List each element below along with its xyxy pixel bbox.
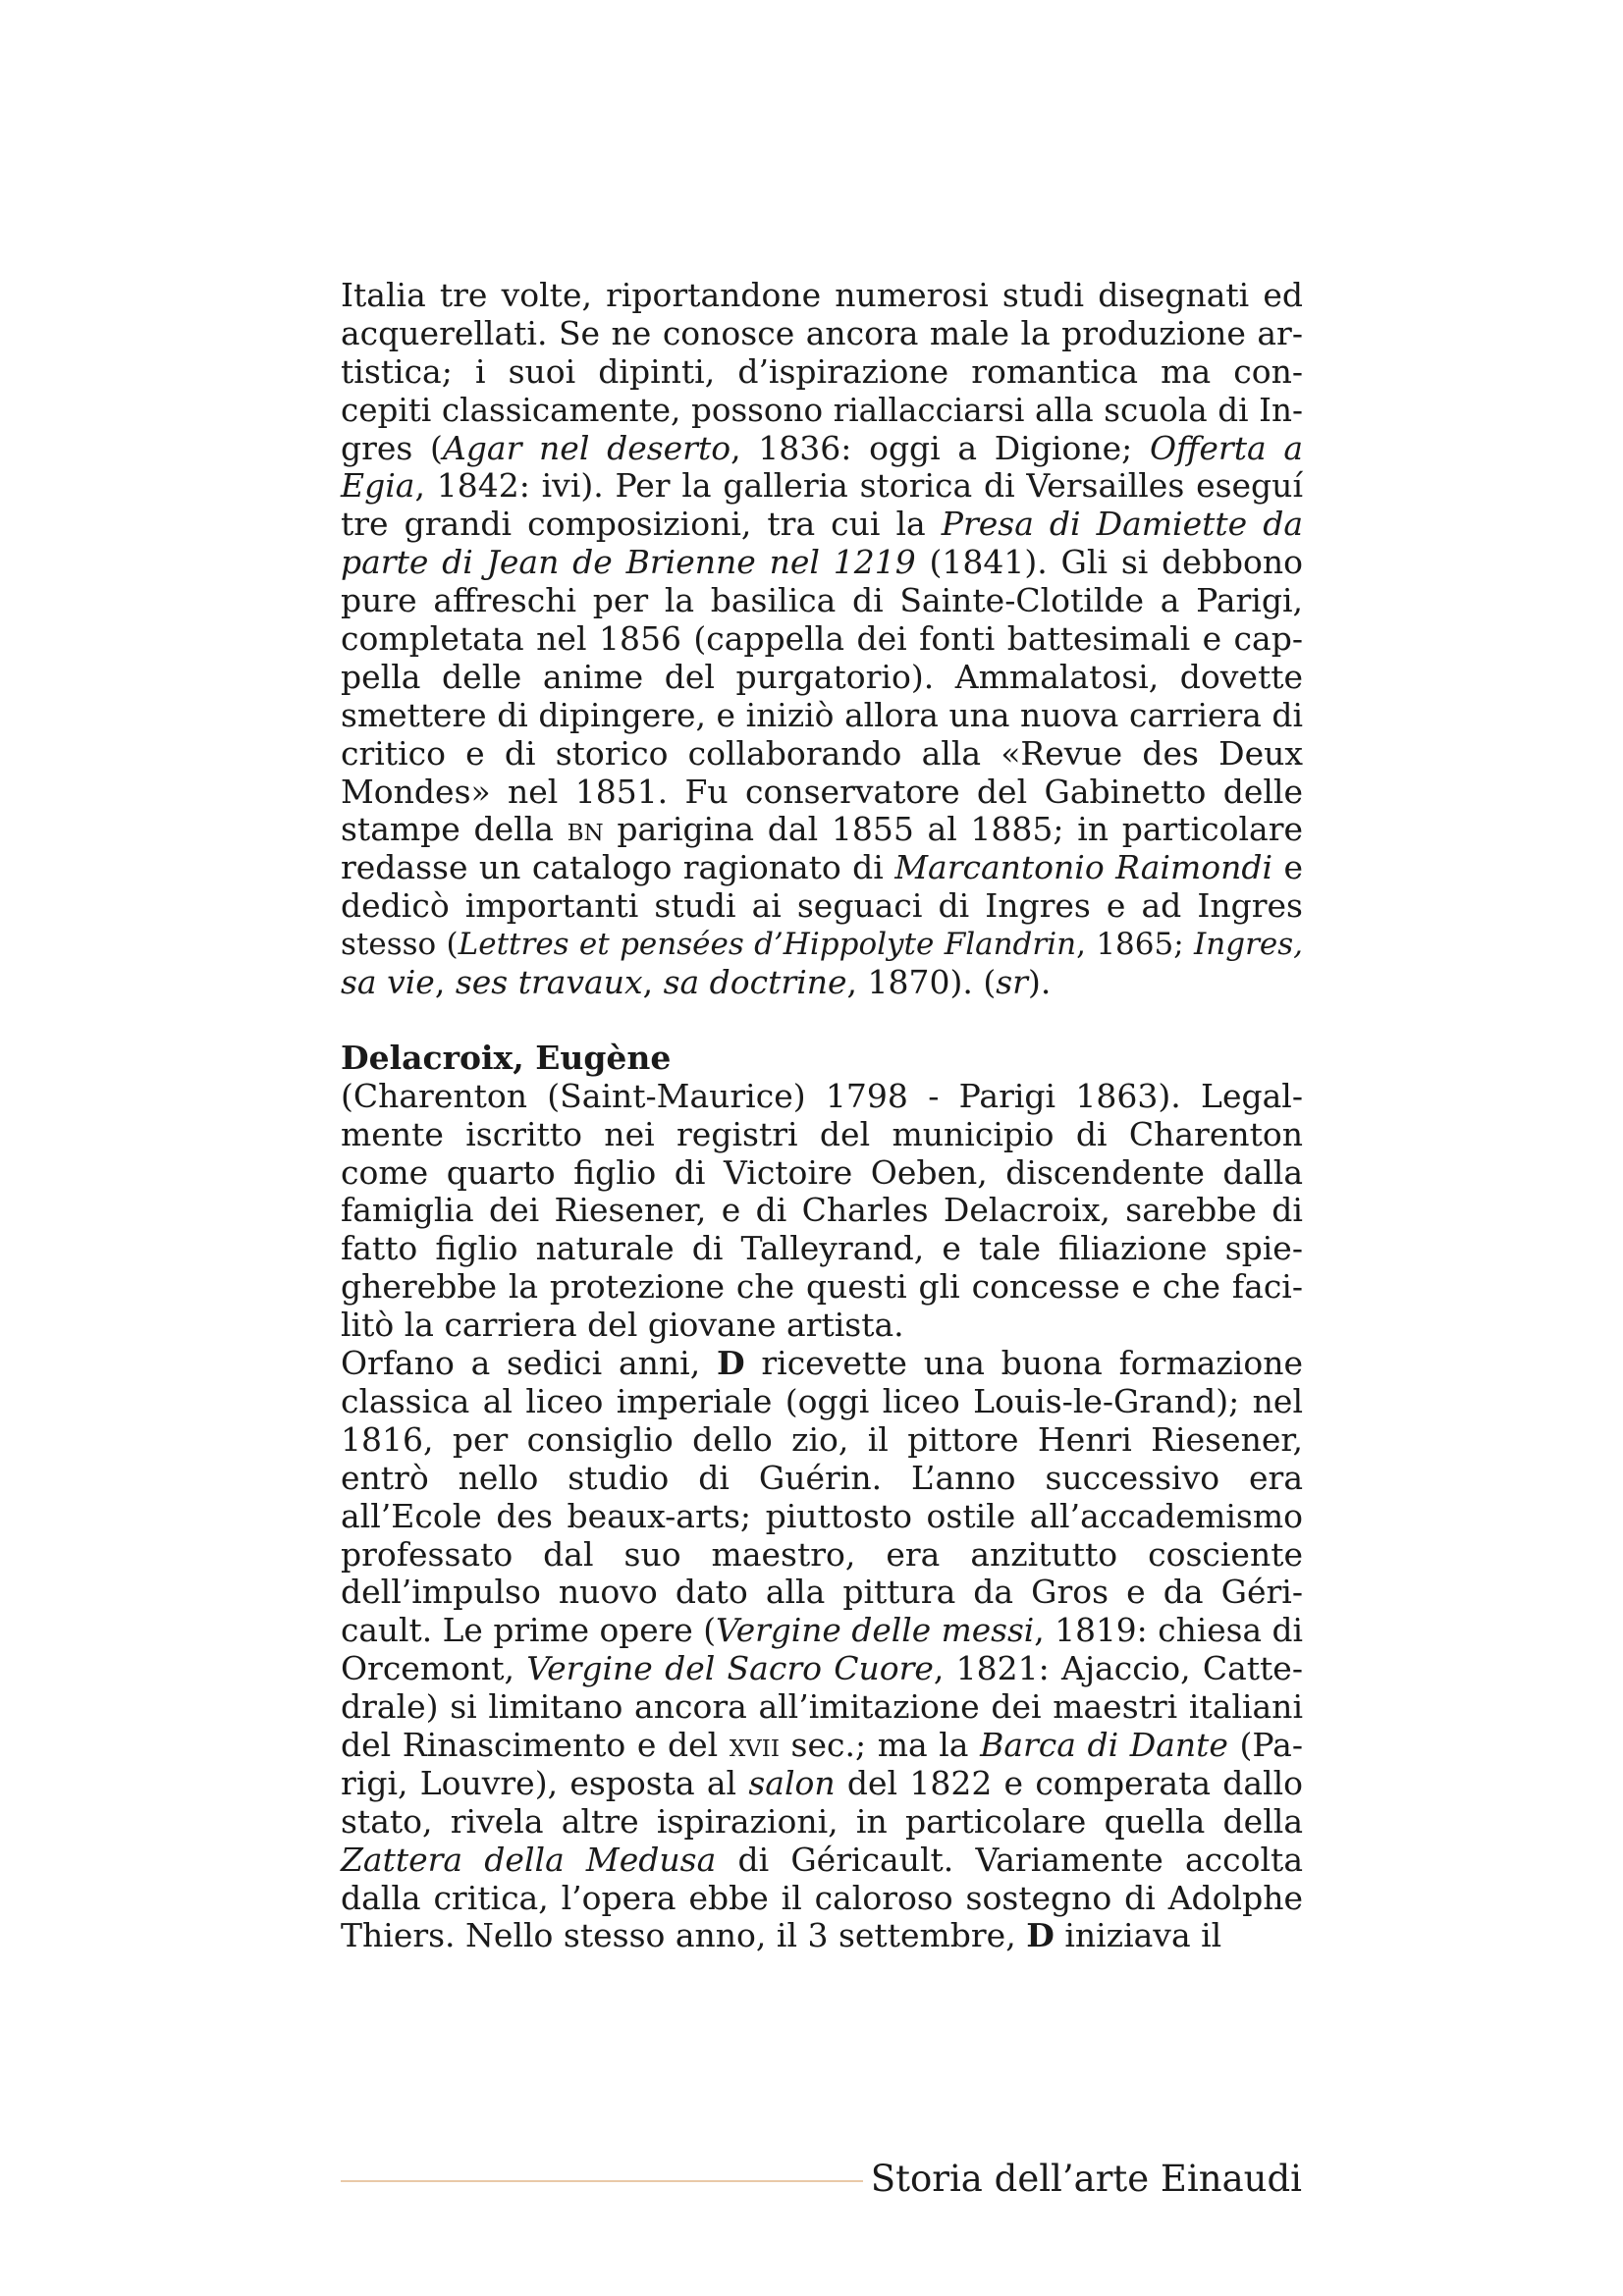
text-run: D xyxy=(1026,1916,1055,1955)
text-run: come quarto figlio di Victoire Oeben, discendente dalla xyxy=(341,1152,1303,1192)
text-run: e xyxy=(1272,848,1303,887)
text-run: 1816, per consiglio dello zio, il pittore Henri Riesener, xyxy=(341,1419,1303,1459)
text-line xyxy=(341,926,1303,964)
text-run: sr xyxy=(996,963,1028,1002)
text-run: iniziava il xyxy=(1054,1916,1222,1955)
text-run: stesso ( xyxy=(341,927,459,963)
text-line xyxy=(341,506,1303,544)
text-run: cepiti classicamente, possono riallacciarsi alla scuola di In- xyxy=(341,391,1303,429)
text-run: , 1819: chiesa di xyxy=(1034,1612,1303,1650)
text-run: sa doctrine xyxy=(663,963,847,1002)
text-line xyxy=(341,849,1303,887)
text-run: drale) si limitano ancora all’imitazione dei maestri italiani xyxy=(341,1687,1303,1727)
text-line xyxy=(341,1688,1303,1727)
text-run: acquerellati. Se ne conosce ancora male la produzione ar- xyxy=(341,313,1303,352)
text-run: di Géricault. Variamente accolta xyxy=(716,1840,1303,1879)
text-line xyxy=(341,1574,1303,1612)
text-run: Barca di Dante xyxy=(980,1725,1228,1764)
text-run: (1841). Gli si debbono xyxy=(915,543,1304,582)
text-run: famiglia dei Riesener, e di Charles Delacroix, sarebbe di xyxy=(341,1191,1303,1230)
text-run: Lettres et pensées d’Hippolyte Flandrin xyxy=(458,927,1077,963)
text-run: Vergine delle messi xyxy=(716,1612,1035,1650)
text-run: tre grandi composizioni, tra cui la xyxy=(341,505,942,544)
text-line xyxy=(341,1765,1303,1803)
text-run: , 1836: oggi a Digione; xyxy=(730,428,1150,467)
text-line xyxy=(341,430,1303,468)
text-run: entrò nello studio di Guérin. L’anno successivo era xyxy=(341,1458,1303,1497)
text-run: sec.; ma la xyxy=(779,1725,981,1764)
text-line xyxy=(341,1307,1303,1345)
text-line xyxy=(341,353,1303,392)
text-run: , 1870). ( xyxy=(846,963,997,1002)
text-run: pure affreschi per la basilica di Sainte-Clotilde a Parigi, xyxy=(341,581,1303,620)
paragraph xyxy=(341,277,1303,1002)
text-line xyxy=(341,582,1303,620)
text-run: (Charenton (Saint-Maurice) 1798 - Parigi 1863). Legal- xyxy=(341,1076,1303,1115)
text-run: ses travaux xyxy=(455,963,643,1002)
text-run: parigina dal 1855 al 1885; in particolare xyxy=(603,810,1303,849)
text-run: Delacroix, Eugène xyxy=(341,1038,672,1077)
text-run: Ingres, xyxy=(1194,927,1303,963)
text-run: Mondes» nel 1851. Fu conservatore del Gabinetto delle xyxy=(341,772,1303,811)
text-line xyxy=(341,1536,1303,1575)
text-run: redasse un catalogo ragionato di xyxy=(341,848,895,887)
text-run: Thiers. Nello stesso anno, il 3 settembre, xyxy=(341,1916,1027,1955)
text-run: cault. Le prime opere ( xyxy=(341,1612,717,1650)
text-run: Offerta a xyxy=(1149,428,1303,467)
text-line xyxy=(341,1842,1303,1880)
text-line xyxy=(341,315,1303,353)
text-line xyxy=(341,811,1303,849)
text-run: tistica; i suoi dipinti, d’ispirazione romantica ma con- xyxy=(341,351,1303,391)
text-run: completata nel 1856 (cappella dei fonti battesimali e cap- xyxy=(341,619,1303,659)
text-line xyxy=(341,620,1303,659)
text-run: Marcantonio Raimondi xyxy=(894,848,1273,887)
text-line xyxy=(341,1460,1303,1498)
text-run: all’Ecole des beaux-arts; piuttosto ostile all’accademismo xyxy=(341,1496,1303,1535)
text-run: , xyxy=(642,963,664,1002)
text-column xyxy=(341,277,1303,1955)
text-run: pella delle anime del purgatorio). Ammalatosi, dovette xyxy=(341,657,1303,696)
text-run: critico e di storico collaborando alla «Revue des Deux xyxy=(341,733,1303,773)
text-run: , 1842: ivi). Per la galleria storica di Versailles eseguí xyxy=(414,466,1303,506)
text-line xyxy=(341,1345,1303,1383)
text-run: Vergine del Sacro Cuore xyxy=(526,1649,934,1688)
text-line xyxy=(341,544,1303,582)
text-line xyxy=(341,1421,1303,1460)
text-run: stato, rivela altre ispirazioni, in particolare quella della xyxy=(341,1801,1303,1841)
footer-rule xyxy=(341,2180,863,2182)
text-run: , xyxy=(434,963,456,1002)
text-line xyxy=(341,887,1303,926)
text-run: ricevette una buona formazione xyxy=(744,1344,1303,1383)
text-run: parte di Jean de Brienne nel 1219 xyxy=(341,543,916,582)
text-run: professato dal suo maestro, era anzitutto cosciente xyxy=(341,1534,1303,1574)
paragraph xyxy=(341,1345,1303,1955)
entry-heading xyxy=(341,1040,1303,1078)
text-line xyxy=(341,467,1303,506)
text-line xyxy=(341,1917,1303,1955)
text-run: bn xyxy=(567,810,604,849)
text-run: Italia tre volte, riportandone numerosi studi disegnati ed xyxy=(341,276,1303,314)
text-run: del Rinascimento e del xyxy=(341,1725,730,1764)
text-run: dalla critica, l’opera ebbe il caloroso sostegno di Adolphe xyxy=(341,1878,1303,1917)
text-line xyxy=(341,277,1303,315)
text-run: smettere di dipingere, e iniziò allora una nuova carriera di xyxy=(341,695,1303,734)
text-run: D xyxy=(716,1344,745,1383)
text-line xyxy=(341,1880,1303,1918)
text-run: gres ( xyxy=(341,428,443,467)
text-line xyxy=(341,659,1303,697)
text-run: Zattera della Medusa xyxy=(341,1840,717,1879)
text-run: gherebbe la protezione che questi gli concesse e che faci- xyxy=(341,1267,1303,1307)
text-line xyxy=(341,1154,1303,1193)
text-run: litò la carriera del giovane artista. xyxy=(341,1306,904,1345)
paragraph xyxy=(341,1078,1303,1345)
text-run: stampe della xyxy=(341,810,568,849)
text-run: Agar nel deserto xyxy=(442,428,731,467)
text-run: (Pa- xyxy=(1227,1725,1303,1764)
text-line xyxy=(341,774,1303,812)
text-run: dedicò importanti studi ai seguaci di Ingres e ad Ingres xyxy=(341,886,1303,926)
text-run: Egia xyxy=(341,466,415,506)
text-run: xvii xyxy=(729,1725,780,1764)
text-line xyxy=(341,1498,1303,1536)
text-run: classica al liceo imperiale (oggi liceo Louis-le-Grand); nel xyxy=(341,1381,1303,1420)
text-run: Orcemont, xyxy=(341,1649,527,1688)
text-run: mente iscritto nei registri del municipio di Charenton xyxy=(341,1114,1303,1153)
text-line xyxy=(341,964,1303,1002)
text-line xyxy=(341,1078,1303,1116)
text-run: dell’impulso nuovo dato alla pittura da Gros e da Géri- xyxy=(341,1573,1303,1612)
footer-title: Storia dell’arte Einaudi xyxy=(870,2158,1302,2200)
text-line xyxy=(341,1230,1303,1268)
text-run: salon xyxy=(748,1763,836,1802)
page-footer xyxy=(341,2156,1302,2203)
text-run: , 1865; xyxy=(1076,927,1195,963)
text-line xyxy=(341,1650,1303,1688)
text-run: Presa di Damiette da xyxy=(941,505,1304,544)
text-run: , 1821: Ajaccio, Catte- xyxy=(933,1649,1303,1688)
text-line xyxy=(341,697,1303,735)
text-run: Orfano a sedici anni, xyxy=(341,1344,717,1383)
text-line xyxy=(341,392,1303,430)
text-run: del 1822 e comperata dallo xyxy=(835,1763,1304,1802)
text-run: sa vie xyxy=(341,963,435,1002)
text-run: ). xyxy=(1027,963,1052,1002)
text-run: fatto figlio naturale di Talleyrand, e tale filiazione spie- xyxy=(341,1229,1303,1268)
text-line xyxy=(341,1040,1303,1078)
text-line xyxy=(341,1383,1303,1421)
text-line xyxy=(341,1268,1303,1307)
text-line xyxy=(341,1803,1303,1842)
text-line xyxy=(341,735,1303,774)
text-line xyxy=(341,1116,1303,1154)
text-run: rigi, Louvre), esposta al xyxy=(341,1763,749,1802)
text-line xyxy=(341,1727,1303,1765)
text-line xyxy=(341,1612,1303,1650)
text-line xyxy=(341,1192,1303,1230)
